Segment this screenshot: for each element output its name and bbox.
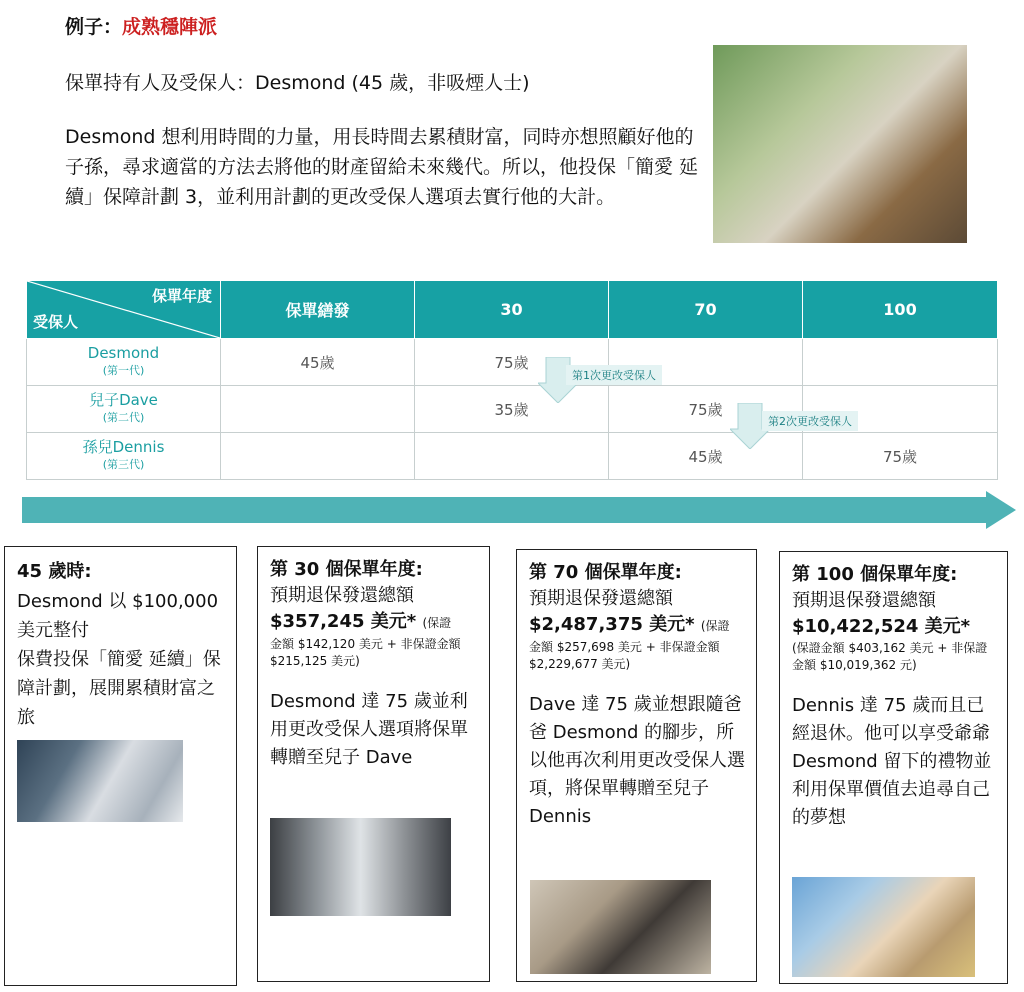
policy-holder-line: 保單持有人及受保人：Desmond (45 歲，非吸煙人士) [65, 72, 530, 94]
table-cell: 45歲 [609, 433, 803, 480]
amount-value: $2,487,375 美元* [529, 614, 695, 635]
table-cell: 75歲 [415, 339, 609, 386]
amount-value: $357,245 美元* [270, 611, 417, 632]
timeline-arrow-icon [986, 491, 1016, 529]
table-cell [221, 386, 415, 433]
table-row [27, 339, 998, 386]
table-cell: 45歲 [221, 339, 415, 386]
generation-label: (第二代) [102, 411, 145, 424]
surrender-amount [270, 609, 479, 636]
amount-breakdown: (保證金額 $403,162 美元 + 非保證金額 $10,019,362 元) [792, 641, 988, 672]
hug-photo [530, 880, 711, 974]
signing-document-photo [17, 740, 183, 822]
table-row [27, 433, 998, 480]
corner-policy-year: 保單年度 [151, 287, 212, 305]
amount-note: (保證 [700, 619, 730, 633]
stage-text: Desmond 以 $100,000 美元整付 [17, 591, 219, 641]
insured-table [26, 280, 998, 480]
col-header-30: 30 [415, 281, 609, 339]
table-cell [415, 433, 609, 480]
table-corner-header [27, 281, 221, 339]
stage-text: Desmond 達 75 歲並利用更改受保人選項將保單轉贈至兒子 Dave [270, 691, 468, 768]
col-header-issue: 保單繕發 [221, 281, 415, 339]
stage-box-year-30 [257, 546, 490, 982]
table-cell: 75歲 [803, 433, 998, 480]
title-accent: 成熟穩陣派 [122, 16, 218, 38]
page-title [65, 12, 217, 39]
handshake-photo [270, 818, 451, 916]
table-cell: 35歲 [415, 386, 609, 433]
stage-subheading: 預期退保發還總額 [270, 585, 414, 606]
stage-heading: 45 歲時: [17, 561, 92, 582]
retired-men-photo [792, 877, 975, 977]
father-son-photo [713, 45, 967, 243]
col-header-100: 100 [803, 281, 998, 339]
row-head-dave [27, 386, 221, 433]
row-head-desmond [27, 339, 221, 386]
stage-text: Dave 達 75 歲並想跟隨爸爸 Desmond 的腳步，所以他再次利用更改受保人選項，將保單轉贈至兒子 Dennis [529, 694, 745, 827]
stage-heading: 第 100 個保單年度: [792, 564, 958, 585]
stage-heading: 第 70 個保單年度: [529, 562, 682, 583]
insured-name: 兒子Dave [89, 391, 158, 409]
intro-paragraph: Desmond 想利用時間的力量，用長時間去累積財富，同時亦想照顧好他的子孫，尋求適當的方法去將他的財產留給未來幾代。所以，他投保「簡愛 延續」保障計劃 3，並利用計劃的更改受保人選項去實行他的大計。 [65, 126, 699, 208]
table-cell: 75歲 [609, 386, 803, 433]
stage-subheading: 預期退保發還總額 [792, 590, 936, 611]
table-cell [221, 433, 415, 480]
timeline-bar [22, 497, 988, 523]
amount-breakdown: 金額 $257,698 美元 + 非保證金額 $2,229,677 美元) [529, 640, 720, 671]
amount-breakdown: 金額 $142,120 美元 + 非保證金額 $215,125 美元) [270, 637, 461, 668]
generation-label: (第三代) [102, 458, 145, 471]
surrender-amount: $10,422,524 美元* [792, 616, 971, 637]
stage-subheading: 預期退保發還總額 [529, 588, 673, 609]
generation-label: (第一代) [102, 364, 145, 377]
insured-name: 孫兒Dennis [82, 438, 165, 456]
stage-text-continued: 保費投保「簡愛 延續」保障計劃，展開累積財富之旅 [17, 649, 221, 728]
surrender-amount [529, 612, 746, 639]
amount-note: (保證 [422, 616, 452, 630]
insured-name: Desmond [87, 344, 160, 362]
stage-text: Dennis 達 75 歲而且已經退休。他可以享受爺爺 Desmond 留下的禮物並利用保單價值去追尋自己的夢想 [792, 695, 992, 828]
change-label-1: 第1次更改受保人 [566, 365, 662, 385]
change-label-2: 第2次更改受保人 [762, 411, 858, 431]
stage-heading: 第 30 個保單年度: [270, 559, 423, 580]
row-head-dennis [27, 433, 221, 480]
title-prefix: 例子： [65, 16, 123, 38]
col-header-70: 70 [609, 281, 803, 339]
corner-insured: 受保人 [33, 313, 79, 331]
table-cell [803, 339, 998, 386]
